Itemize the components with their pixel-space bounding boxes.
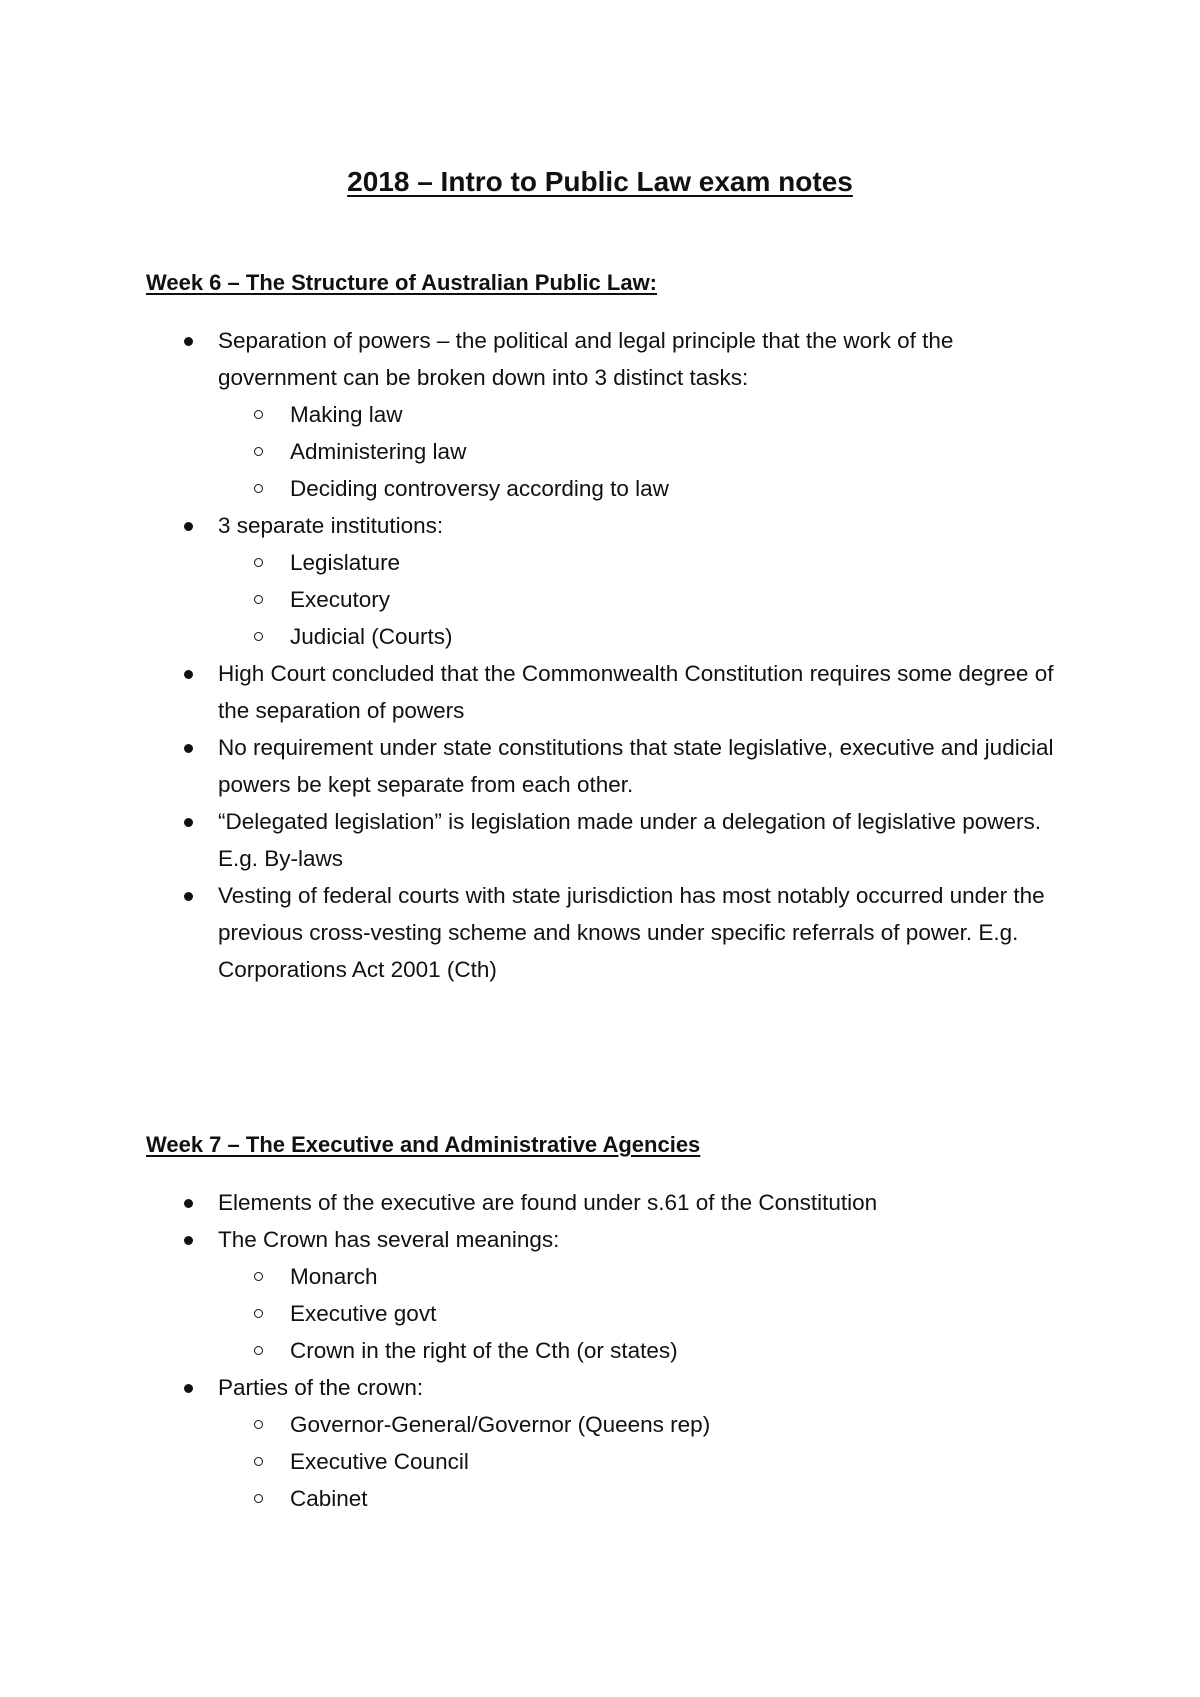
sub-item: [218, 396, 1076, 433]
hollow-circle-bullet-icon: [254, 595, 263, 604]
sub-item-text: Crown in the right of the Cth (or states): [290, 1338, 678, 1363]
bullet-dot-icon: [184, 744, 193, 753]
sub-item-text: Executive govt: [290, 1301, 437, 1326]
sub-item-text: Judicial (Courts): [290, 624, 453, 649]
sub-item-text: Making law: [290, 402, 403, 427]
sub-item-text: Executive Council: [290, 1449, 469, 1474]
sub-list: [218, 544, 1076, 655]
bullet-item: [146, 877, 1076, 988]
sub-item-text: Legislature: [290, 550, 401, 575]
bullet-text: High Court concluded that the Commonwealth Constitution requires some degree of the separation of powers: [218, 661, 1054, 723]
bullet-dot-icon: [184, 1236, 193, 1245]
bullet-item: [146, 1221, 1076, 1369]
sub-item-text: Executory: [290, 587, 391, 612]
bullet-item: [146, 803, 1076, 877]
bullet-text: Vesting of federal courts with state jurisdiction has most notably occurred under the previous cross-vesting scheme and knows under specific referrals of power. E.g. Corporations Act 2001 (Cth): [218, 883, 1045, 982]
hollow-circle-bullet-icon: [254, 484, 263, 493]
bullet-item: [146, 507, 1076, 655]
hollow-circle-bullet-icon: [254, 1420, 263, 1429]
bullet-item: [146, 1184, 1076, 1221]
sub-item: [218, 1332, 1076, 1369]
sub-item-text: Deciding controversy according to law: [290, 476, 669, 501]
section-week-7: [146, 1130, 1076, 1517]
sub-item-text: Administering law: [290, 439, 467, 464]
bullet-dot-icon: [184, 670, 193, 679]
bullet-dot-icon: [184, 818, 193, 827]
section-week-6: [146, 268, 1076, 988]
hollow-circle-bullet-icon: [254, 1457, 263, 1466]
hollow-circle-bullet-icon: [254, 632, 263, 641]
sub-list: [218, 1406, 1076, 1517]
hollow-circle-bullet-icon: [254, 1272, 263, 1281]
bullet-dot-icon: [184, 522, 193, 531]
bullet-dot-icon: [184, 1199, 193, 1208]
bullet-text: Parties of the crown:: [218, 1375, 424, 1400]
bullet-text: The Crown has several meanings:: [218, 1227, 560, 1252]
document-title: 2018 – Intro to Public Law exam notes: [347, 165, 853, 197]
hollow-circle-bullet-icon: [254, 447, 263, 456]
sub-item: [218, 470, 1076, 507]
bullet-text: “Delegated legislation” is legislation made under a delegation of legislative powers. E.g. By-laws: [218, 809, 1041, 871]
bullet-text: Elements of the executive are found under s.61 of the Constitution: [218, 1190, 878, 1215]
hollow-circle-bullet-icon: [254, 1494, 263, 1503]
sub-item: [218, 1258, 1076, 1295]
bullet-text: No requirement under state constitutions that state legislative, executive and judicial powers be kept separate from each other.: [218, 735, 1054, 797]
sub-item: [218, 1443, 1076, 1480]
bullet-item: [146, 322, 1076, 507]
sub-item-text: Cabinet: [290, 1486, 368, 1511]
bullet-list: [146, 1184, 1076, 1517]
bullet-dot-icon: [184, 337, 193, 346]
sub-item: [218, 544, 1076, 581]
sub-item: [218, 1480, 1076, 1517]
section-heading: Week 7 – The Executive and Administrative Agencies: [146, 1132, 701, 1157]
hollow-circle-bullet-icon: [254, 1309, 263, 1318]
hollow-circle-bullet-icon: [254, 410, 263, 419]
sub-item: [218, 433, 1076, 470]
sub-list: [218, 1258, 1076, 1369]
bullet-text: 3 separate institutions:: [218, 513, 444, 538]
sub-item: [218, 1295, 1076, 1332]
sub-list: [218, 396, 1076, 507]
bullet-list: [146, 322, 1076, 988]
bullet-dot-icon: [184, 1384, 193, 1393]
bullet-text: Separation of powers – the political and legal principle that the work of the government can be broken down into 3 distinct tasks:: [218, 328, 954, 390]
sub-item: [218, 618, 1076, 655]
bullet-item: [146, 1369, 1076, 1517]
bullet-item: [146, 729, 1076, 803]
sub-item-text: Monarch: [290, 1264, 378, 1289]
hollow-circle-bullet-icon: [254, 558, 263, 567]
bullet-item: [146, 655, 1076, 729]
bullet-dot-icon: [184, 892, 193, 901]
section-heading: Week 6 – The Structure of Australian Public Law:: [146, 270, 658, 295]
sub-item-text: Governor-General/Governor (Queens rep): [290, 1412, 711, 1437]
sub-item: [218, 581, 1076, 618]
sub-item: [218, 1406, 1076, 1443]
hollow-circle-bullet-icon: [254, 1346, 263, 1355]
